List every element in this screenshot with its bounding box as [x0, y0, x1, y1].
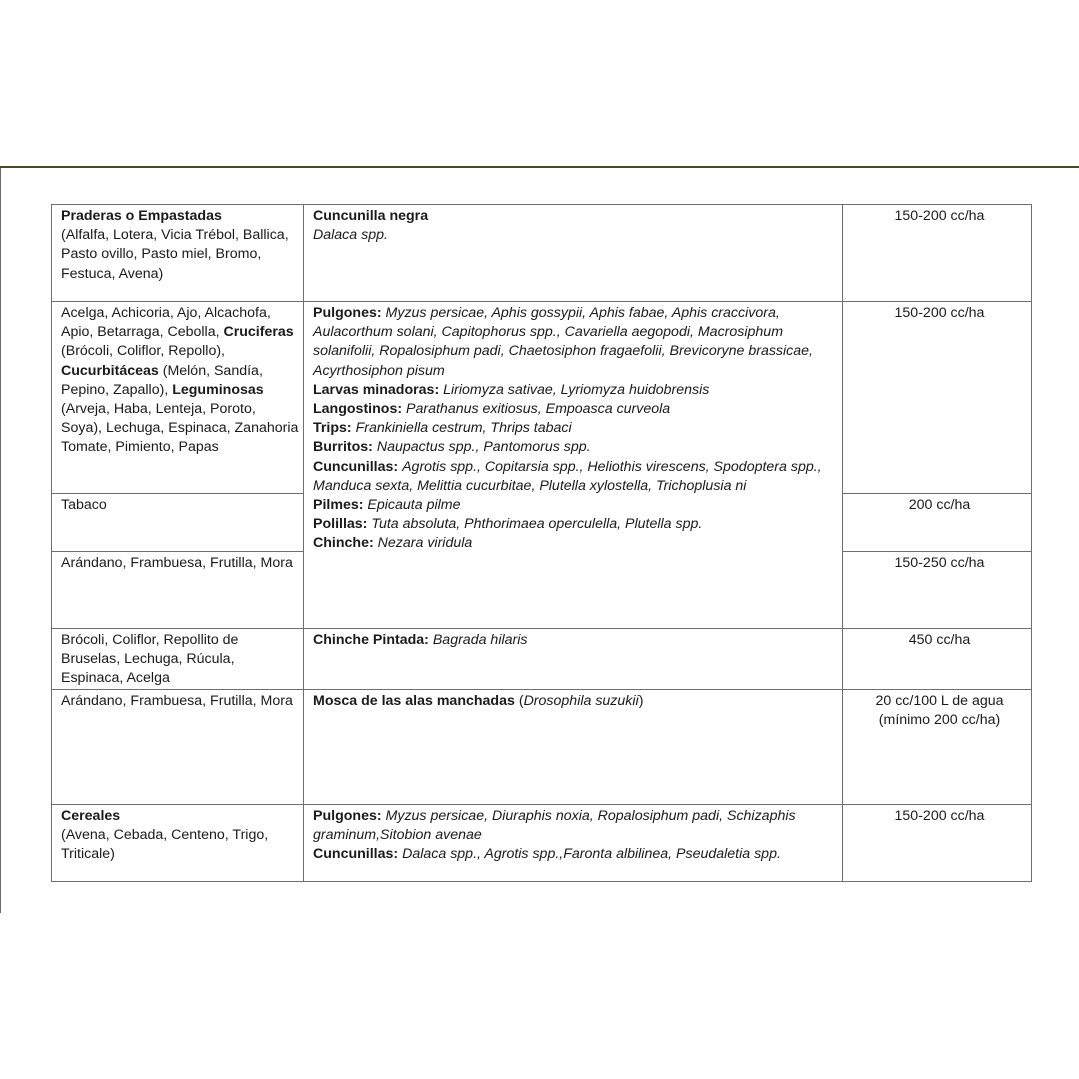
pest-cell: Mosca de las alas manchadas (Drosophila suzukii)	[304, 689, 843, 804]
dose-line: 20 cc/100 L de agua	[875, 692, 1004, 709]
pest-species: Dalaca spp., Agrotis spp.,Faronta albilinea, Pseudaletia spp.	[402, 846, 781, 863]
pest-name: Mosca de las alas manchadas	[313, 692, 515, 709]
crop-group-name: Leguminosas	[172, 381, 264, 398]
pest-name: Cuncunilla negra	[313, 208, 429, 224]
pest-species: Drosophila suzukii	[523, 692, 639, 709]
pest-species: Myzus persicae, Aphis gossypii, Aphis fabae, Aphis craccivora, Aulacorthum solani, Capitophorus spp., Cavariella aegopodi, Macrosiphum solanifolii, Ropalosiphum padi, Chaetosiphon fragaefolii, Brevicoryne brassicae, Acyrthosiphon pisum	[313, 305, 813, 379]
pest-species: Bagrada hilaris	[432, 632, 528, 648]
pest-entry	[313, 515, 838, 534]
pest-species: Agrotis spp., Copitarsia spp., Heliothis virescens, Spodoptera spp., Manduca sexta, Melittia cucurbitae, Plutella xylostella, Trichoplusia ni	[313, 458, 822, 494]
dose-line: (mínimo 200 cc/ha)	[878, 711, 1001, 728]
crop-cell	[52, 205, 304, 302]
dose-cell	[843, 689, 1032, 804]
pest-name: Cuncunillas:	[313, 458, 399, 475]
pest-cell	[304, 804, 843, 881]
dose-cell: 150-200 cc/ha	[843, 302, 1032, 494]
pest-name: Cuncunillas:	[313, 846, 399, 863]
pest-name: Langostinos:	[313, 401, 403, 418]
pest-entry	[313, 381, 838, 400]
crop-pest-dose-table	[51, 204, 1032, 882]
pest-name: Pulgones:	[313, 807, 382, 824]
pest-name: Pulgones:	[313, 305, 382, 321]
pest-entry	[313, 534, 838, 553]
pest-entry	[313, 438, 838, 457]
pest-species: Liriomyza sativae, Lyriomyza huidobrensis	[443, 381, 710, 398]
pest-entry	[313, 496, 838, 515]
shared-pests-cell	[304, 302, 843, 629]
pest-entry	[313, 845, 838, 864]
pest-name: Trips:	[313, 420, 352, 437]
dose-cell: 150-250 cc/ha	[843, 552, 1032, 629]
table-row	[52, 804, 1032, 881]
pest-species: Naupactus spp., Pantomorus spp.	[376, 439, 591, 456]
dose-cell: 150-200 cc/ha	[843, 804, 1032, 881]
table-row	[52, 205, 1032, 302]
crop-group-name: Cucurbitáceas	[61, 362, 159, 379]
table-row	[52, 629, 1032, 690]
crop-cell	[52, 804, 304, 881]
pest-name: Chinche:	[313, 535, 374, 552]
pest-name: Polillas:	[313, 516, 368, 533]
crop-cell: Arándano, Frambuesa, Frutilla, Mora	[52, 689, 304, 804]
dose-cell: 200 cc/ha	[843, 494, 1032, 552]
pest-name: Chinche Pintada:	[313, 632, 429, 648]
pest-species: Parathanus exitiosus, Empoasca curveola	[406, 401, 671, 418]
pest-species: Nezara viridula	[377, 535, 473, 552]
crop-group-name: Cereales	[61, 807, 121, 824]
pest-name: Pilmes:	[313, 497, 364, 514]
crop-cell: Arándano, Frambuesa, Frutilla, Mora	[52, 552, 304, 629]
pest-species: Dalaca spp.	[313, 227, 388, 244]
crop-list: (Alfalfa, Lotera, Vicia Trébol, Ballica, Pasto ovillo, Pasto miel, Bromo, Festuca, Avena)	[61, 227, 289, 282]
pest-entry	[313, 807, 838, 845]
crop-cell: Brócoli, Coliflor, Repollito de Bruselas, Lechuga, Rúcula, Espinaca, Acelga	[52, 629, 304, 690]
crop-cell: Tabaco	[52, 494, 304, 552]
dose-cell: 450 cc/ha	[843, 629, 1032, 690]
top-divider-line	[0, 166, 1079, 168]
table-row	[52, 302, 1032, 494]
crop-group-name: Cruciferas	[223, 324, 294, 341]
pest-entry	[313, 400, 838, 419]
pest-entry	[313, 304, 838, 381]
crop-list: (Avena, Cebada, Centeno, Trigo, Triticale)	[61, 826, 269, 863]
pest-name: Burritos:	[313, 439, 373, 456]
pest-entry	[313, 458, 838, 496]
pest-cell	[304, 629, 843, 690]
crop-cell: Acelga, Achicoria, Ajo, Alcachofa, Apio, Betarraga, Cebolla, Cruciferas (Brócoli, Coliflor, Repollo), Cucurbitáceas (Melón, Sandía, Pepino, Zapallo), Leguminosas (Arveja, Haba, Lenteja, Poroto, Soya), Lechuga, Espinaca, Zanahoria Tomate, Pimiento, Papas	[52, 302, 304, 494]
left-edge-line	[0, 168, 1, 913]
pest-name: Larvas minadoras:	[313, 381, 440, 398]
table-row	[52, 689, 1032, 804]
pest-species: Frankiniella cestrum, Thrips tabaci	[355, 420, 572, 437]
pest-entry	[313, 419, 838, 438]
dose-cell: 150-200 cc/ha	[843, 205, 1032, 302]
pest-species: Tuta absoluta, Phthorimaea operculella, Plutella spp.	[371, 516, 703, 533]
pest-species: Myzus persicae, Diuraphis noxia, Ropalosiphum padi, Schizaphis graminum,Sitobion avenae	[313, 807, 796, 843]
pest-cell	[304, 205, 843, 302]
crop-group-name: Praderas o Empastadas	[61, 208, 222, 224]
pest-species: Epicauta pilme	[367, 497, 461, 514]
